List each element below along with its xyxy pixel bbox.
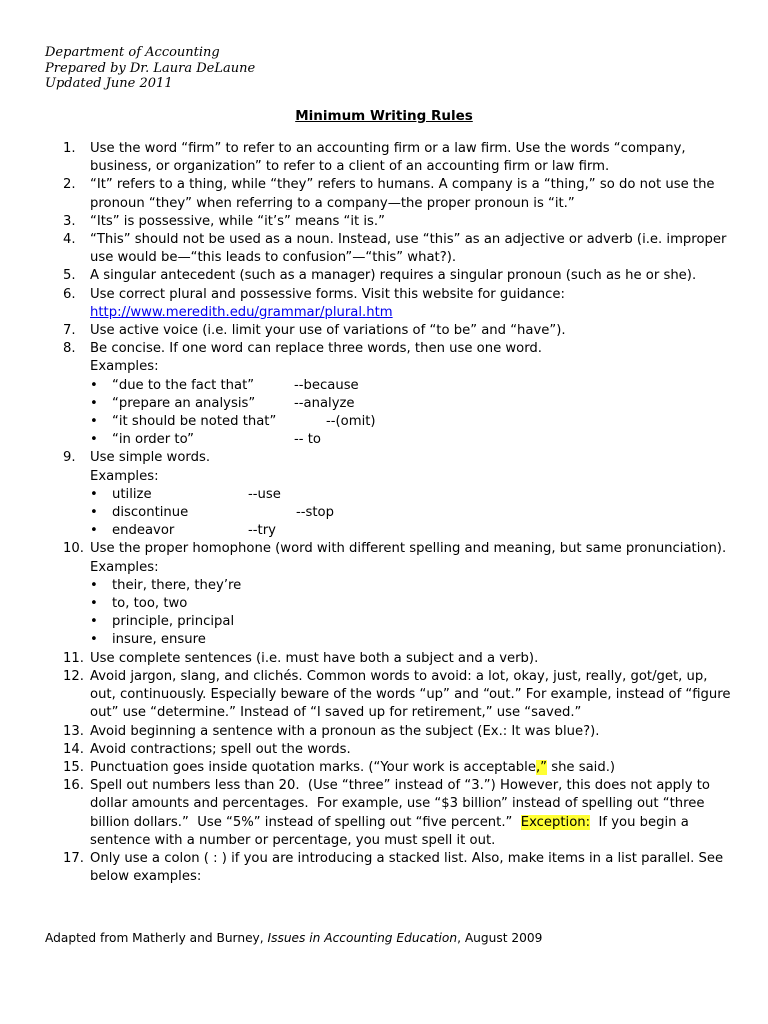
- example-bullet: [90, 613, 733, 631]
- rule-number: 1.: [63, 141, 76, 156]
- rule-item: [63, 650, 733, 668]
- rule-number: 17.: [63, 850, 84, 866]
- journal-title: Issues in Accounting Education: [267, 931, 458, 945]
- rule-text-block: [90, 286, 733, 322]
- example-replacement: --stop: [296, 505, 334, 521]
- example-replacement: -- to: [294, 432, 321, 448]
- rule-item: [63, 540, 733, 649]
- example-bullet: [90, 413, 733, 431]
- rule-number: 12.: [63, 668, 84, 684]
- rule-number: 10.: [63, 541, 84, 557]
- rule-text: “This” should not be used as a noun. Instead, use “this” as an adjective or adverb (i.e. improper use would be—“this leads to confusion”—“this” what?).: [90, 232, 727, 266]
- rule-text: A singular antecedent (such as a manager) requires a singular pronoun (such as he or she).: [90, 268, 697, 284]
- rule-text: “Its” is possessive, while “it’s” means “it is.”: [90, 213, 385, 229]
- rule-text-block: [90, 540, 733, 649]
- example-bullet: [90, 504, 733, 522]
- rule-number: 8.: [63, 341, 76, 357]
- example-replacement: --(omit): [326, 414, 376, 430]
- bullet-icon: •: [90, 614, 98, 630]
- rule-text: Use the word “firm” to refer to an accounting firm or a law firm. Use the words “company, business, or organization” to refer to a client of an accounting firm or law firm.: [90, 141, 686, 175]
- rule-text: Avoid contractions; spell out the words.: [90, 741, 351, 757]
- rule-number: 2.: [63, 177, 76, 193]
- rule-number: 5.: [63, 268, 76, 284]
- rule-text-block: [90, 340, 733, 449]
- rule-text: Punctuation goes inside quotation marks. (“Your work is acceptable: [90, 759, 536, 775]
- examples-label: Examples:: [90, 359, 159, 375]
- bullet-icon: •: [90, 395, 98, 411]
- rule-item: [63, 777, 733, 850]
- rule-item: [63, 759, 733, 777]
- example-phrase: endeavor: [112, 523, 175, 539]
- examples-label: Examples:: [90, 559, 159, 575]
- rule-text-continued: she said.): [547, 759, 616, 775]
- bullet-icon: •: [90, 414, 98, 430]
- rule-text: Be concise. If one word can replace three words, then use one word.: [90, 341, 542, 357]
- example-phrase: discontinue: [112, 505, 189, 521]
- rule-item: [63, 340, 733, 449]
- rule-text: Use simple words.: [90, 450, 211, 466]
- example-phrase: principle, principal: [112, 614, 235, 630]
- example-phrase: “prepare an analysis”: [112, 395, 256, 411]
- document-header: [45, 45, 255, 92]
- plural-guide-link[interactable]: http://www.meredith.edu/grammar/plural.htm: [90, 304, 393, 320]
- bullet-icon: •: [90, 432, 98, 448]
- bullet-icon: •: [90, 632, 98, 648]
- document-footer: [45, 931, 542, 945]
- author-line: Prepared by Dr. Laura DeLaune: [45, 60, 256, 76]
- bullet-icon: •: [90, 505, 98, 521]
- example-phrase: insure, ensure: [112, 632, 206, 648]
- department-line: Department of Accounting: [45, 45, 220, 60]
- rule-text: Use correct plural and possessive forms. Visit this website for guidance:: [90, 286, 565, 302]
- example-phrase: “it should be noted that”: [112, 414, 277, 430]
- rule-item: [63, 741, 733, 759]
- highlighted-punctuation: ,”: [535, 759, 547, 775]
- rules-list: [63, 140, 733, 886]
- updated-line: Updated June 2011: [45, 76, 173, 91]
- rule-item: [63, 850, 733, 886]
- footer-prefix: Adapted from Matherly and Burney,: [45, 931, 268, 945]
- example-bullet: [90, 377, 733, 395]
- rule-text: Spell out numbers less than 20. (Use “three” instead of “3.”) However, this does not apply to dollar amounts and percentages. For example, use “$3 billion” instead of spelling out “three billion dollars.” Use “5%” instead of spelling out “five percent.”: [90, 778, 715, 830]
- rule-number: 4.: [63, 232, 76, 248]
- rule-text: Avoid jargon, slang, and clichés. Common words to avoid: a lot, okay, just, really, got/get, up, out, continuously. Especially beware of the words “up” and “out.” For example, instead of “figure out” use “determine.” Instead of “I saved up for retirement,” use “saved.”: [90, 668, 731, 721]
- example-bullet: [90, 631, 733, 649]
- example-phrase: utilize: [112, 486, 152, 502]
- rule-text: Only use a colon ( : ) if you are introducing a stacked list. Also, make items in a list parallel. See below examples:: [90, 850, 724, 885]
- rule-text-block: [90, 449, 733, 540]
- rule-item: [63, 231, 733, 267]
- example-phrase: “due to the fact that”: [112, 377, 255, 393]
- rule-item: [63, 449, 733, 540]
- rule-text: “It” refers to a thing, while “they” refers to humans. A company is a “thing,” so do not use the pronoun “they” when referring to a company—the proper pronoun is “it.”: [90, 177, 715, 211]
- rule-number: 3.: [63, 213, 76, 229]
- rule-item: [63, 213, 733, 231]
- page-title: Minimum Writing Rules: [295, 108, 473, 124]
- example-replacement: --because: [294, 377, 359, 393]
- rule-number: 16.: [63, 778, 84, 794]
- rule-item: [63, 668, 733, 723]
- bullet-icon: •: [90, 523, 98, 539]
- example-replacement: --use: [248, 486, 281, 502]
- rule-item: [63, 176, 733, 212]
- example-bullet: [90, 595, 733, 613]
- examples-label: Examples:: [90, 468, 159, 484]
- rule-item: [63, 286, 733, 322]
- rule-item: [63, 267, 733, 285]
- example-bullet: [90, 522, 733, 540]
- rule-number: 11.: [63, 650, 84, 666]
- example-bullet: [90, 577, 733, 595]
- bullet-icon: •: [90, 486, 98, 502]
- rule-number: 9.: [63, 450, 76, 466]
- example-bullet: [90, 431, 733, 449]
- example-bullet: [90, 486, 733, 504]
- example-bullet: [90, 395, 733, 413]
- bullet-icon: •: [90, 377, 98, 393]
- rule-number: 7.: [63, 323, 76, 339]
- example-replacement: --analyze: [294, 395, 355, 411]
- example-phrase: their, there, they’re: [112, 577, 242, 593]
- rule-item: [63, 140, 733, 176]
- bullet-icon: •: [90, 596, 98, 612]
- rule-text: Use the proper homophone (word with different spelling and meaning, but same pronunciation).: [90, 541, 727, 557]
- footer-suffix: , August 2009: [457, 931, 543, 945]
- rule-item: [63, 322, 733, 340]
- rule-text-block: [90, 759, 733, 777]
- rule-number: 6.: [63, 286, 76, 302]
- rule-text: Use complete sentences (i.e. must have both a subject and a verb).: [90, 650, 539, 666]
- example-replacement: --try: [248, 523, 276, 539]
- example-phrase: to, too, two: [112, 596, 188, 612]
- rule-text-continued: If you begin a sentence with a number or percentage, you must spell it out.: [90, 814, 693, 848]
- rule-text: Use active voice (i.e. limit your use of variations of “to be” and “have”).: [90, 323, 566, 339]
- rule-item: [63, 723, 733, 741]
- rule-text: Avoid beginning a sentence with a pronoun as the subject (Ex.: It was blue?).: [90, 723, 600, 739]
- rule-number: 13.: [63, 723, 84, 739]
- bullet-icon: •: [90, 577, 98, 593]
- rule-number: 14.: [63, 741, 84, 757]
- rule-text-block: [90, 777, 733, 850]
- highlighted-exception: Exception:: [520, 814, 591, 830]
- rule-number: 15.: [63, 759, 84, 775]
- example-phrase: “in order to”: [112, 432, 195, 448]
